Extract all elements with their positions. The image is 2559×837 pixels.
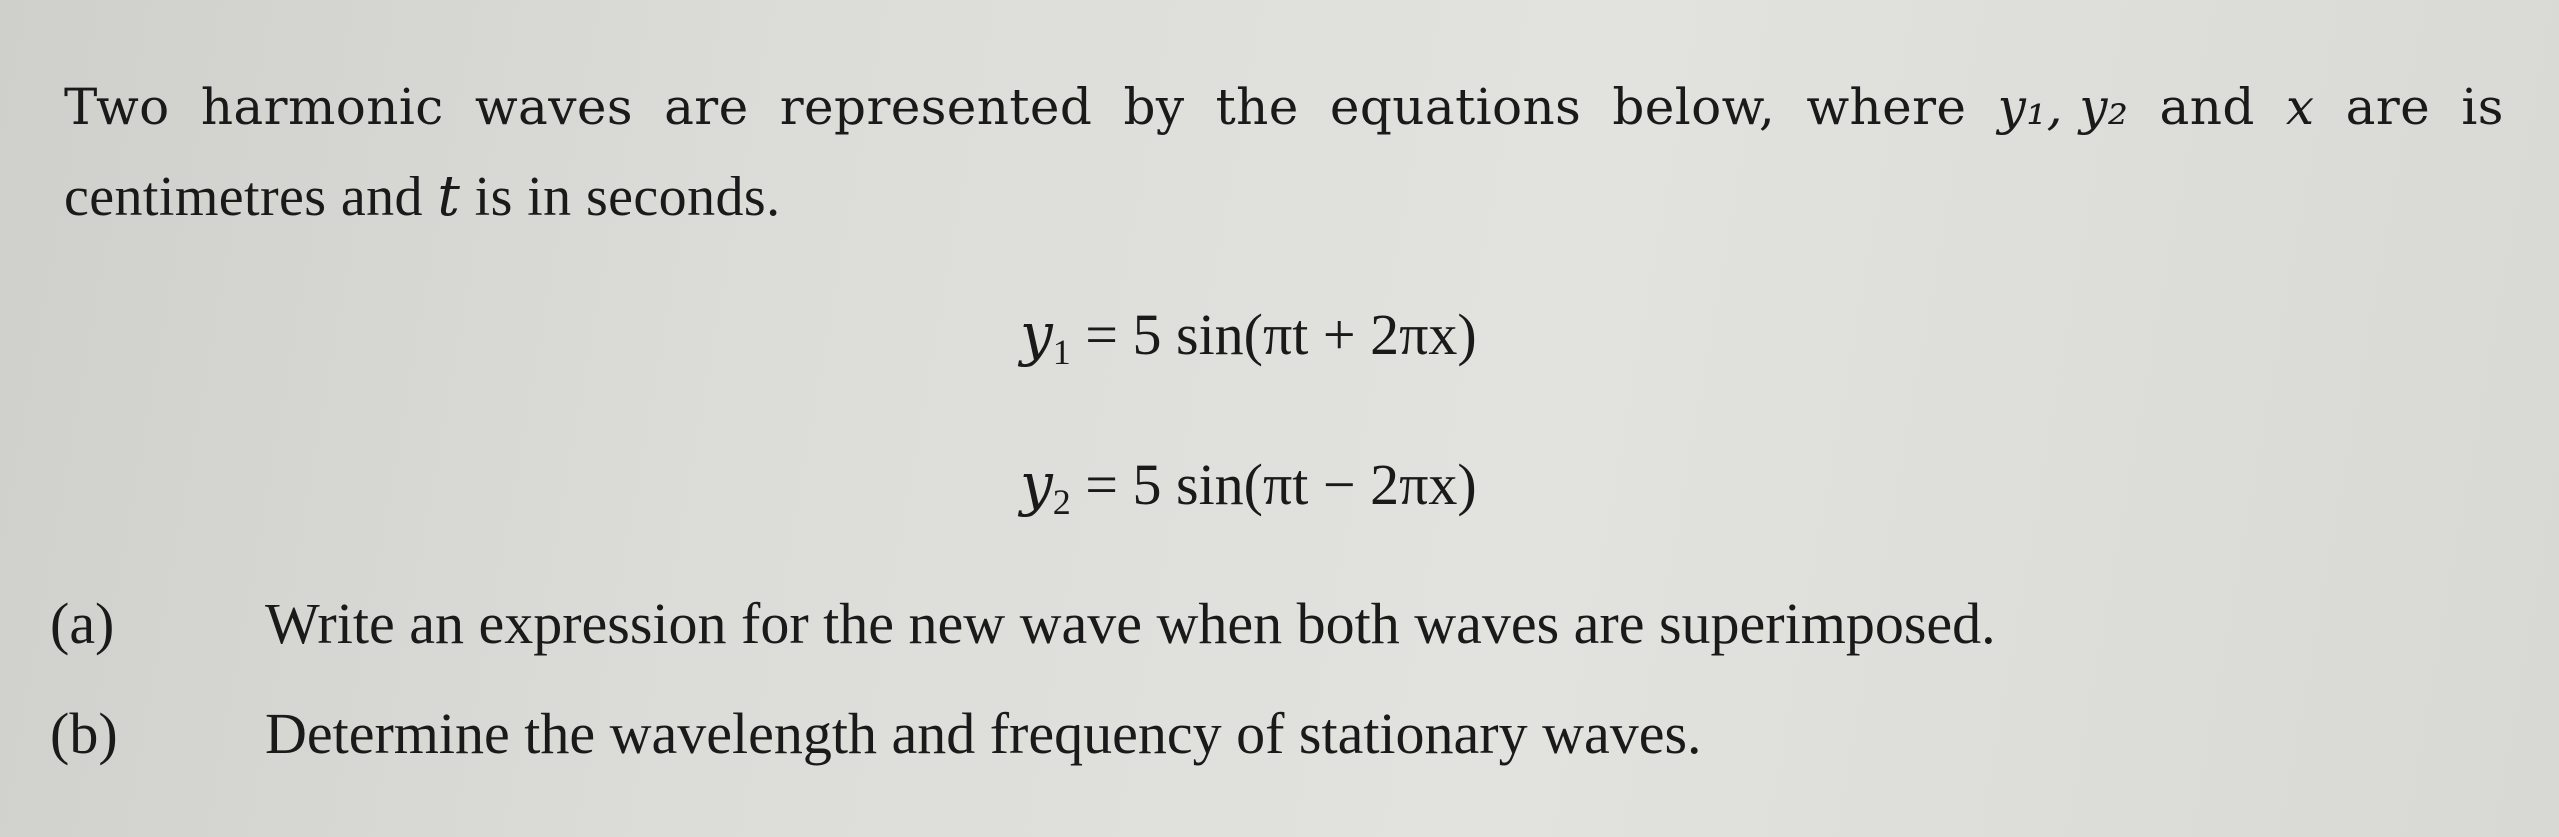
- equation-lhs-subscript: 1: [1052, 332, 1071, 372]
- equation-y1: [1020, 300, 1477, 373]
- equation-y2: [1020, 450, 1477, 523]
- problem-line-1: [64, 62, 2504, 152]
- problem-statement: [64, 62, 2504, 242]
- word: represented: [779, 78, 1093, 136]
- word: are: [2345, 78, 2431, 136]
- question-label: (b): [50, 701, 118, 766]
- word: are: [664, 78, 749, 136]
- word: is: [2461, 78, 2504, 136]
- word: equations: [1329, 78, 1582, 136]
- equation-lhs-var: y: [1020, 450, 1053, 518]
- word: waves: [474, 78, 633, 136]
- problem-line-2: [64, 152, 2504, 242]
- word: the: [1215, 78, 1299, 136]
- equation-rhs: = 5 sin(πt + 2πx): [1070, 302, 1477, 367]
- word: and: [2159, 78, 2255, 136]
- word: Two: [64, 78, 170, 136]
- question-label: (a): [50, 591, 115, 656]
- equation-lhs-var: y: [1020, 300, 1053, 368]
- line2-start: centimetres and: [64, 166, 438, 228]
- variables-y1-y2: y₁, y₂: [1997, 78, 2129, 136]
- question-text: Write an expression for the new wave when both waves are superimposed.: [265, 591, 1996, 656]
- variable-t: t: [437, 164, 461, 229]
- variable-x: x: [2285, 78, 2315, 136]
- word: below,: [1612, 78, 1776, 136]
- question-a: [50, 590, 1996, 657]
- equation-lhs-subscript: 2: [1052, 482, 1071, 522]
- word: harmonic: [200, 78, 444, 136]
- equation-rhs: = 5 sin(πt − 2πx): [1070, 452, 1477, 517]
- line2-end: is in seconds.: [460, 166, 781, 228]
- word: where: [1806, 78, 1967, 136]
- question-b: [50, 700, 1702, 767]
- question-text: Determine the wavelength and frequency of stationary waves.: [265, 701, 1702, 766]
- word: by: [1123, 78, 1185, 136]
